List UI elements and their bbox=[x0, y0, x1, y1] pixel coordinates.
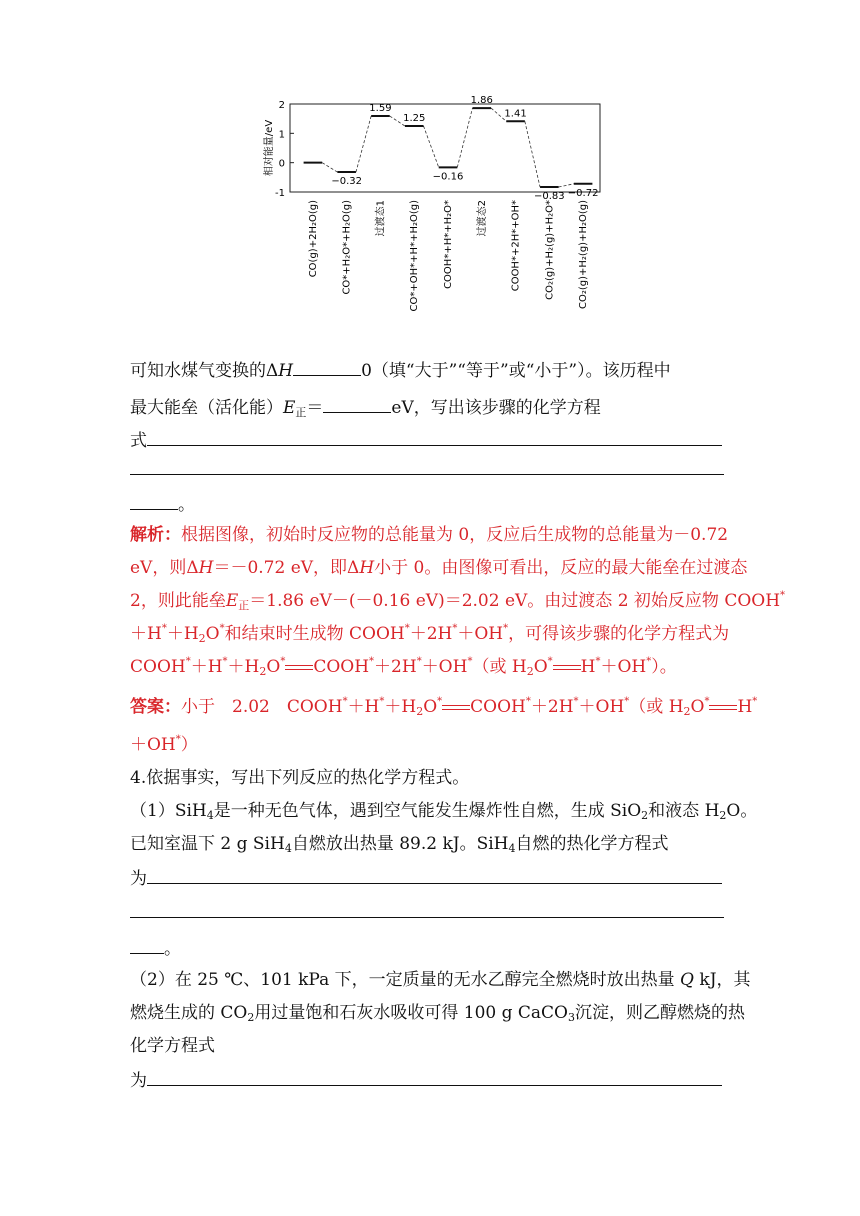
connector-line bbox=[457, 108, 472, 167]
equals-sign bbox=[553, 663, 581, 673]
y-tick-label: 2 bbox=[278, 100, 285, 111]
e-symbol: E bbox=[225, 591, 239, 611]
connector-line bbox=[424, 126, 439, 167]
connector-line bbox=[525, 121, 540, 187]
connector-line bbox=[356, 116, 371, 172]
state-label: 过渡态1 bbox=[375, 200, 387, 237]
question-text: 最大能垒（活化能） bbox=[130, 398, 283, 418]
q4-p6: （2）在 25 ℃、101 kPa 下，一定质量的无水乙醇完全燃烧时放出热量 Q kJ，其 bbox=[130, 970, 751, 990]
question-line-5 bbox=[130, 491, 195, 517]
value-label: 1.59 bbox=[369, 103, 392, 115]
y-axis-label: 相对能量/eV bbox=[264, 119, 275, 177]
answer-blank-sih4[interactable] bbox=[147, 865, 722, 884]
answer-blank-ethanol[interactable] bbox=[147, 1067, 722, 1086]
connector-line bbox=[559, 184, 574, 187]
e-subscript: 正 bbox=[295, 406, 307, 419]
period: 。 bbox=[178, 495, 195, 515]
state-label: 过渡态2 bbox=[476, 200, 488, 237]
e-subscript: 正 bbox=[238, 599, 250, 612]
answer-line[interactable] bbox=[130, 917, 724, 918]
energy-chart bbox=[262, 96, 612, 326]
question-text: 0（填“大于”“等于”或“小于”）。该历程中 bbox=[361, 361, 671, 381]
value-label: 1.86 bbox=[470, 96, 493, 107]
question-line-2 bbox=[130, 394, 601, 420]
q4-p2: 已知室温下 2 g SiH$_4$自燃放出热量 89.2 kJ。SiH$_4$自燃的热化学方程式 bbox=[130, 834, 669, 855]
question-line-3 bbox=[130, 427, 722, 453]
value-label: −0.16 bbox=[432, 171, 464, 183]
answer-blank-tail[interactable] bbox=[130, 935, 164, 954]
q4-p7: 燃烧生成的 $CO_2$用过量饱和石灰水吸收可得 100 g CaCO$_3$沉淀，则乙醇燃烧的热 bbox=[130, 1003, 745, 1024]
answer-blank-tail[interactable] bbox=[130, 491, 178, 510]
answer-line[interactable] bbox=[130, 474, 724, 475]
question-text: 式 bbox=[130, 431, 147, 451]
value-label: −0.72 bbox=[567, 187, 599, 199]
analysis-text: 根据图像，初始时反应物的总能量为 0，反应后生成物的总能量为－0.72 bbox=[181, 525, 729, 545]
q4-p3: 为 bbox=[130, 865, 722, 891]
question-line-1 bbox=[130, 357, 671, 383]
value-label: 1.41 bbox=[504, 108, 527, 120]
state-label: CO₂(g)+H₂(g)+H₂O(g) bbox=[578, 200, 590, 309]
answer-line-2: ＋OH*） bbox=[130, 734, 198, 755]
analysis-line-5: $COOH^*+H^*+H_2O^*$ COOH*＋2H*＋OH*（或 $H_2O^*$ H*＋OH*）。 bbox=[130, 656, 677, 678]
analysis-text: ＝－0.72 eV，即Δ bbox=[213, 558, 360, 578]
y-tick-label: -1 bbox=[275, 188, 285, 199]
e-symbol: E bbox=[283, 398, 296, 418]
answer-label: 答案： bbox=[130, 697, 181, 717]
question-text: ＝ bbox=[306, 398, 324, 418]
analysis-label: 解析： bbox=[130, 525, 181, 545]
equals-sign bbox=[285, 663, 313, 673]
q4-p5: 。 bbox=[130, 935, 181, 961]
analysis-line-4: $+H^*+H_2O^*$和结束时生成物 COOH*＋2H*＋OH*，可得该步骤的化学方程式为 bbox=[130, 623, 730, 645]
analysis-line-3: 2，则此能垒$E_正=1.86$ eV－(－0.16 eV)＝2.02 eV。由过渡态 2 初始反应物 COOH* bbox=[130, 590, 786, 612]
delta-h-symbol: H bbox=[278, 361, 294, 381]
answer-blank-equation[interactable] bbox=[147, 427, 722, 446]
analysis-text: 小于 0。由图像可看出，反应的最大能垒在过渡态 bbox=[374, 558, 748, 578]
answer-blank-deltaH[interactable] bbox=[293, 357, 361, 376]
state-label: CO₂(g)+H₂(g)+H₂O* bbox=[544, 200, 556, 300]
question-text: eV，写出该步骤的化学方程 bbox=[391, 398, 601, 418]
state-label: CO(g)+2H₂O(g) bbox=[307, 200, 319, 278]
analysis-line-2 bbox=[130, 556, 747, 580]
state-label: COOH*+2H*+OH* bbox=[510, 200, 522, 292]
equals-sign bbox=[442, 703, 470, 713]
q4-title: 4.依据事实，写出下列反应的热化学方程式。 bbox=[130, 768, 470, 788]
state-label: COOH*+H*+H₂O* bbox=[443, 200, 454, 289]
analysis-text: eV，则Δ bbox=[130, 558, 199, 578]
analysis-text: 2，则此能垒 bbox=[130, 591, 226, 611]
analysis-text: ＝1.86 eV－(－0.16 eV)＝2.02 eV。由过渡态 2 初始反应物 COOH bbox=[249, 591, 781, 611]
q4-p9: 为 bbox=[130, 1067, 722, 1093]
q4-p8: 化学方程式 bbox=[130, 1036, 215, 1056]
analysis-line-1 bbox=[130, 523, 728, 547]
value-label: −0.83 bbox=[534, 191, 565, 203]
value-label: 1.25 bbox=[403, 113, 426, 124]
answer-line-1: 答案：小于 2.02 $COOH^*+H^*+H_2O^*$ COOH*＋2H*＋OH*（或 $H_2O^*$ H* bbox=[130, 696, 758, 718]
equals-sign bbox=[709, 703, 737, 713]
delta-h-symbol: H bbox=[198, 558, 214, 578]
delta-h-symbol: H bbox=[359, 558, 375, 578]
y-tick-label: 1 bbox=[278, 129, 285, 141]
connector-line bbox=[322, 163, 337, 172]
answer-blank-energy[interactable] bbox=[323, 394, 391, 413]
q4-p1: （1）SiH$_4$是一种无色气体，遇到空气能发生爆炸性自燃，生成 SiO$_2$和液态 $H_2O$。 bbox=[130, 801, 758, 822]
state-label: CO*+H₂O*+H₂O(g) bbox=[341, 200, 353, 295]
value-label: −0.32 bbox=[331, 176, 362, 188]
y-tick-label: 0 bbox=[278, 158, 285, 170]
energy-diagram bbox=[262, 96, 612, 326]
state-label: CO*+OH*+H*+H₂O(g) bbox=[409, 200, 421, 312]
question-text: 可知水煤气变换的Δ bbox=[130, 361, 279, 381]
